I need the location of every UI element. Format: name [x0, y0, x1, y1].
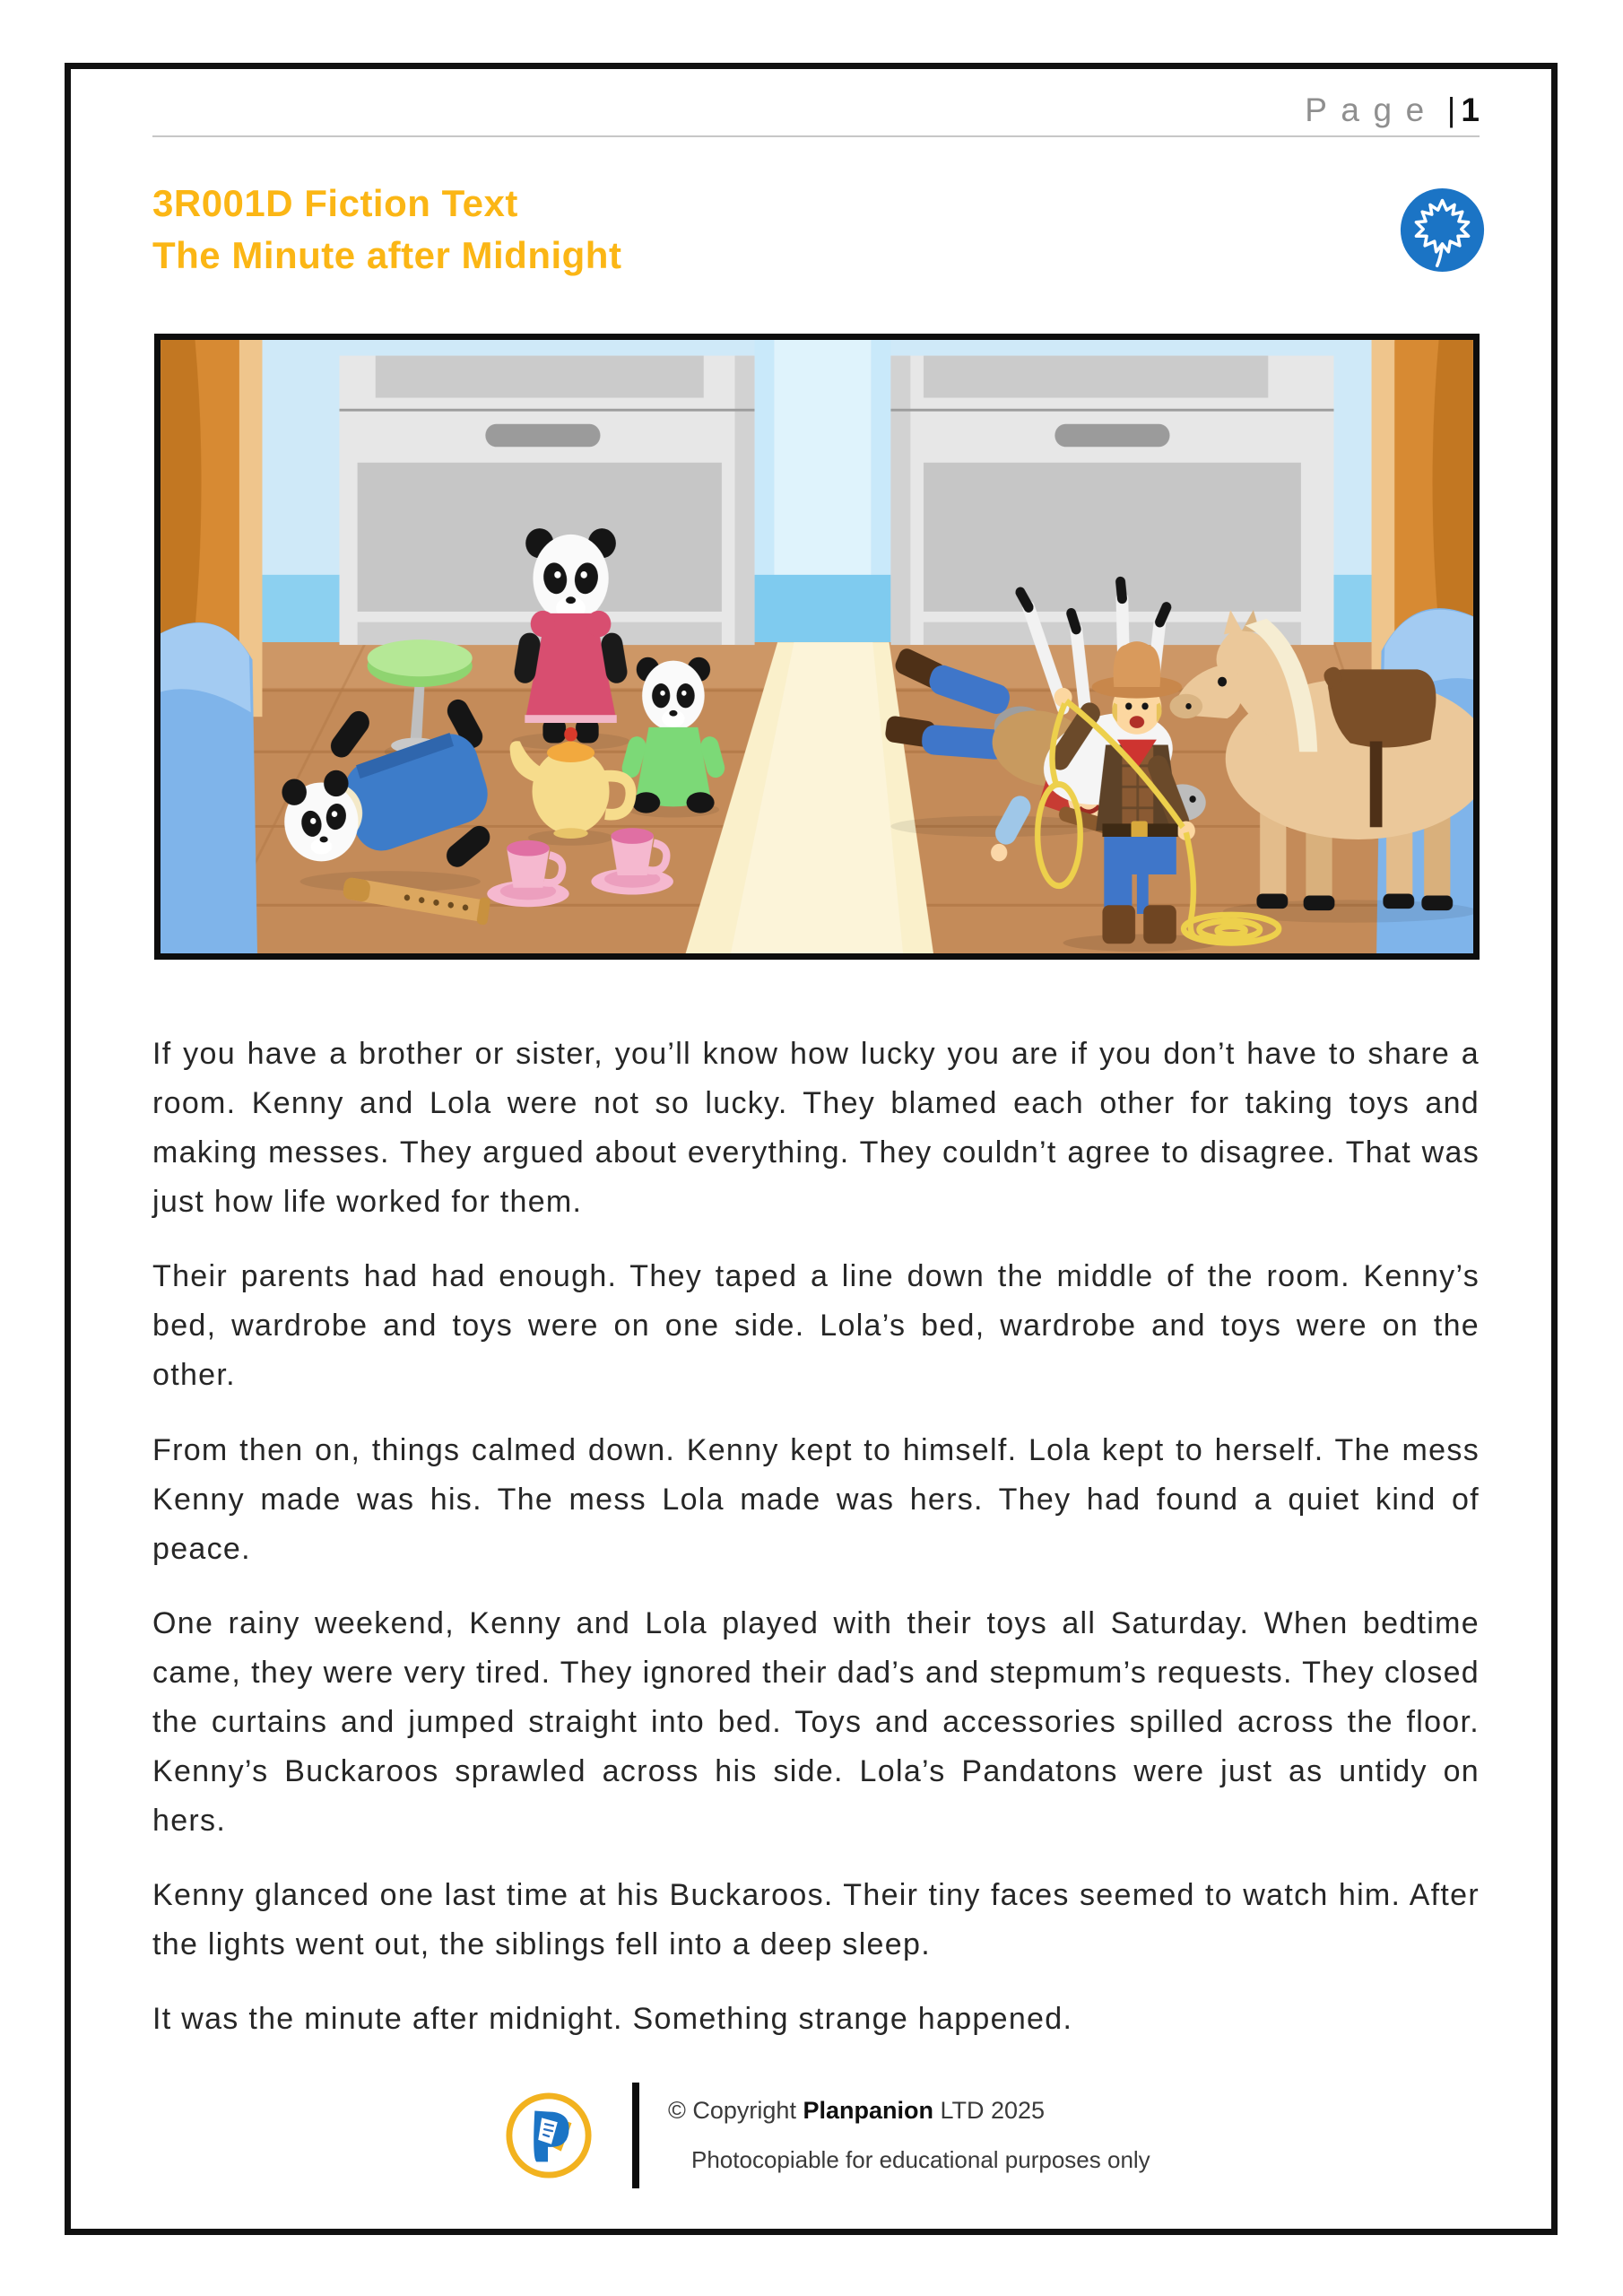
page-number-value: 1	[1461, 91, 1480, 128]
story-paragraph: One rainy weekend, Kenny and Lola played with their toys all Saturday. When bedtime came, they were very tired. They ignored their dad’s and stepmum’s requests. They closed the curtains and jumped straight into bed. Toys and accessories spilled across the floor. Kenny’s Buckaroos sprawled across his side. Lola’s Pandatons were just as untidy on hers.	[152, 1605, 1480, 1839]
maple-leaf-icon	[1399, 187, 1486, 274]
page-label: Page	[1305, 91, 1438, 128]
copyright-line: © Copyright Planpanion LTD 2025	[668, 2097, 1046, 2124]
footer-text	[668, 2097, 1150, 2174]
photocopiable-line: Photocopiable for educational purposes only	[691, 2146, 1150, 2173]
story-paragraph: Kenny glanced one last time at his Buckaroos. Their tiny faces seemed to watch him. After the lights went out, the siblings fell into a deep sleep.	[152, 1878, 1480, 1962]
page-separator: |	[1446, 91, 1456, 128]
page-footer	[505, 2083, 1150, 2188]
story-paragraph: If you have a brother or sister, you’ll know how lucky you are if you don’t have to share a room. Kenny and Lola were not so lucky. They blamed each other for taking toys and making messes. They argued about everything. They couldn’t agree to disagree. That was just how life worked for them.	[152, 1037, 1480, 1220]
page-number	[152, 91, 1480, 129]
story-paragraph: It was the minute after midnight. Something strange happened.	[152, 2002, 1073, 2037]
page-title	[152, 178, 621, 282]
left-wardrobe-handle	[485, 424, 600, 447]
planpanion-logo	[505, 2092, 593, 2179]
brand-name: Planpanion	[803, 2097, 933, 2124]
story-paragraph: Their parents had had enough. They taped a line down the middle of the room. Kenny’s bed, wardrobe and toys were on one side. Lola’s bed, wardrobe and toys were on the other.	[152, 1259, 1480, 1393]
left-bed	[161, 340, 262, 953]
story-text	[152, 1030, 1480, 2069]
title-line-1: 3R001D Fiction Text	[152, 182, 518, 224]
footer-divider	[632, 2083, 639, 2188]
title-line-2: The Minute after Midnight	[152, 233, 622, 276]
header-rule	[152, 135, 1480, 137]
story-illustration	[154, 334, 1480, 960]
story-paragraph: From then on, things calmed down. Kenny kept to himself. Lola kept to herself. The mess Kenny made was his. The mess Lola made was hers. They had found a quiet kind of peace.	[152, 1432, 1480, 1566]
right-wardrobe-handle	[1055, 424, 1169, 447]
right-wardrobe	[890, 356, 1333, 645]
doorway-gap	[754, 340, 890, 642]
